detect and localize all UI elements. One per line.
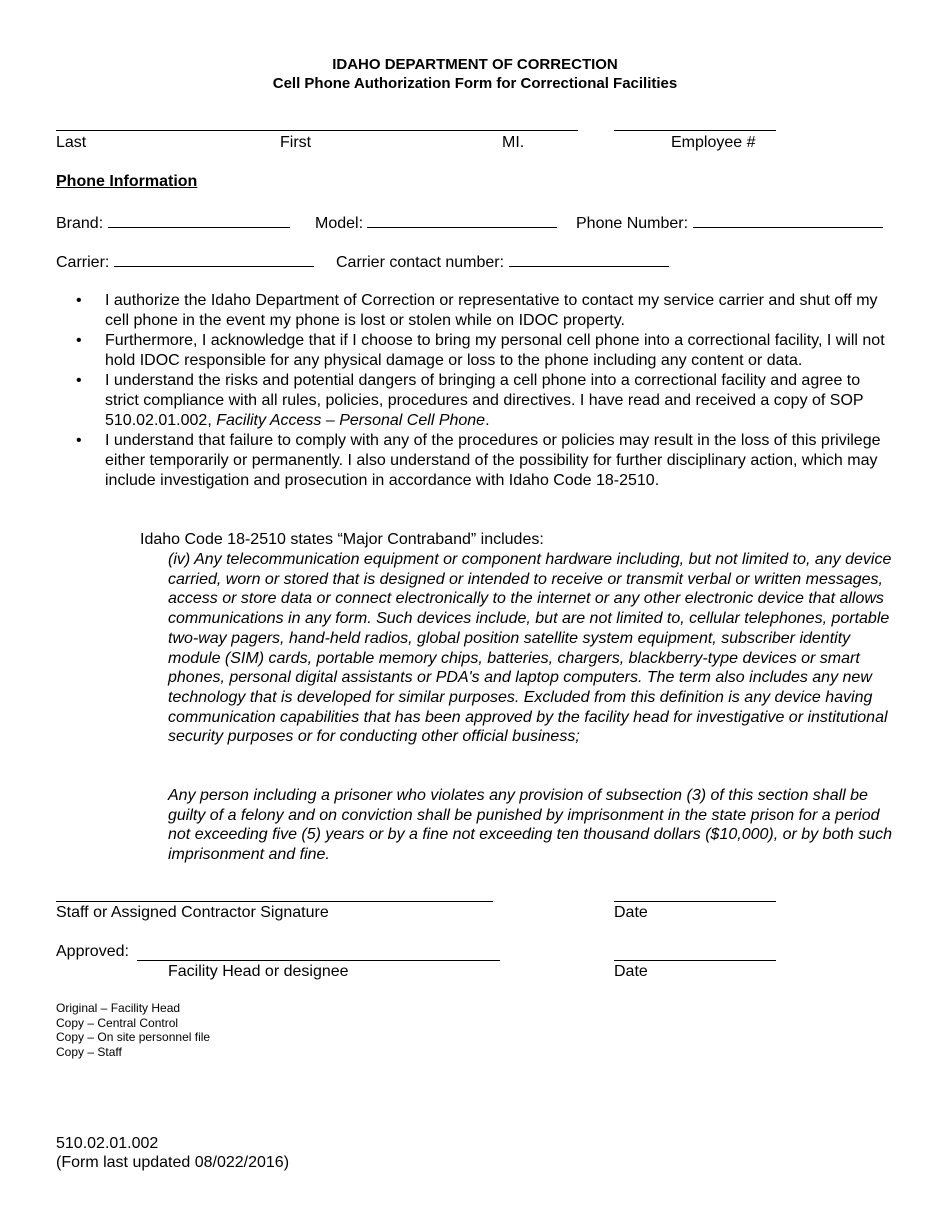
employee-number-label: Employee # <box>671 134 756 151</box>
distribution-item: Copy – Central Control <box>56 1015 179 1030</box>
staff-signature-line[interactable] <box>56 901 493 902</box>
approval-signature-line[interactable] <box>137 960 500 961</box>
sop-title: Facility Access – Personal Cell Phone <box>216 412 486 429</box>
form-updated: (Form last updated 08/022/2016) <box>56 1154 290 1171</box>
brand-input-line[interactable] <box>108 212 290 228</box>
name-signature-line[interactable] <box>56 130 578 131</box>
carrier-contact-field <box>336 251 669 272</box>
brand-field <box>56 212 290 233</box>
phone-number-input-line[interactable] <box>693 212 883 228</box>
approved-label: Approved: <box>56 943 129 960</box>
phone-number-field <box>576 212 883 233</box>
distribution-item: Copy – On site personnel file <box>56 1030 211 1044</box>
first-name-label: First <box>280 134 312 151</box>
carrier-label: Carrier: <box>56 254 110 271</box>
bullet-icon: • <box>76 332 82 349</box>
code-paragraph-2: Any person including a prisoner who violates any provision of subsection (3) of this section shall be guilty of a felony and on conviction shall be punished by imprisonment in the state prison for a period not exceeding five (5) years or by a fine not exceeding ten thousand dollars ($10,000), or by both such imprisonment and fine. <box>168 787 892 864</box>
employee-number-line[interactable] <box>614 130 776 131</box>
staff-signature-label: Staff or Assigned Contractor Signature <box>56 904 329 921</box>
model-input-line[interactable] <box>367 212 557 228</box>
agency-title: IDAHO DEPARTMENT OF CORRECTION <box>332 56 618 73</box>
approval-date-line[interactable] <box>614 960 776 961</box>
list-item: • I understand the risks and potential dangers of bringing a cell phone into a correctional facility and agree to strict compliance with all rules, policies, procedures and directives. I have read and received a copy of SOP 510.02.01.002, Facility Access – Personal Cell Phone. <box>76 372 864 429</box>
staff-date-line[interactable] <box>614 901 776 902</box>
staff-date-label: Date <box>614 904 648 921</box>
phone-number-label: Phone Number: <box>576 215 689 232</box>
acknowledgement-list <box>56 291 896 491</box>
phone-info-heading: Phone Information <box>56 173 198 190</box>
carrier-field <box>56 251 314 272</box>
bullet-icon: • <box>76 432 82 449</box>
middle-initial-label: MI. <box>502 134 525 151</box>
distribution-item: Copy – Staff <box>56 1044 122 1059</box>
facility-head-label: Facility Head or designee <box>168 963 349 980</box>
code-intro: Idaho Code 18-2510 states “Major Contraband” includes: <box>140 531 544 548</box>
list-item: • Furthermore, I acknowledge that if I choose to bring my personal cell phone into a correctional facility, I will not hold IDOC responsible for any physical damage or loss to the phone including any content or data. <box>76 332 885 369</box>
brand-label: Brand: <box>56 215 104 232</box>
carrier-contact-input-line[interactable] <box>509 251 669 267</box>
code-paragraph-1: (iv) Any telecommunication equipment or component hardware including, but not limited to, any device carried, worn or stored that is designed or intended to receive or transmit verbal or written messages, access or store data or connect electronically to the internet or any other electronic device that allows communications in any form. Such devices include, but are not limited to, cellular telephones, portable two-way pagers, hand-held radios, global position satellite system equipment, subscriber identity module (SIM) cards, portable memory chips, batteries, chargers, blackberry-type devices or smart phones, personal digital assistants or PDA's and laptop computers. The term also includes any new technology that is developed for similar purposes. Excluded from this definition is any device having communication capabilities that has been approved by the facility head for investigative or institutional security purposes or for conducting other official business; <box>168 551 892 746</box>
form-title: Cell Phone Authorization Form for Correctional Facilities <box>272 75 678 92</box>
last-name-label: Last <box>56 134 87 151</box>
model-field <box>315 212 557 233</box>
carrier-contact-label: Carrier contact number: <box>336 254 505 271</box>
bullet-icon: • <box>76 372 82 389</box>
list-item: • I authorize the Idaho Department of Correction or representative to contact my service carrier and shut off my cell phone in the event my phone is lost or stolen while on IDOC property. <box>76 292 878 329</box>
distribution-item: Original – Facility Head <box>56 1001 181 1015</box>
carrier-input-line[interactable] <box>114 251 314 267</box>
form-number: 510.02.01.002 <box>56 1135 159 1152</box>
list-item: • I understand that failure to comply with any of the procedures or policies may result in the loss of this privilege either temporarily or permanently. I also understand of the possibility for further disciplinary action, which may include investigation and prosecution in accordance with Idaho Code 18-2510. <box>76 432 881 489</box>
bullet-icon: • <box>76 292 82 309</box>
model-label: Model: <box>315 215 364 232</box>
approval-date-label: Date <box>614 963 648 980</box>
distribution-list <box>56 1001 210 1059</box>
